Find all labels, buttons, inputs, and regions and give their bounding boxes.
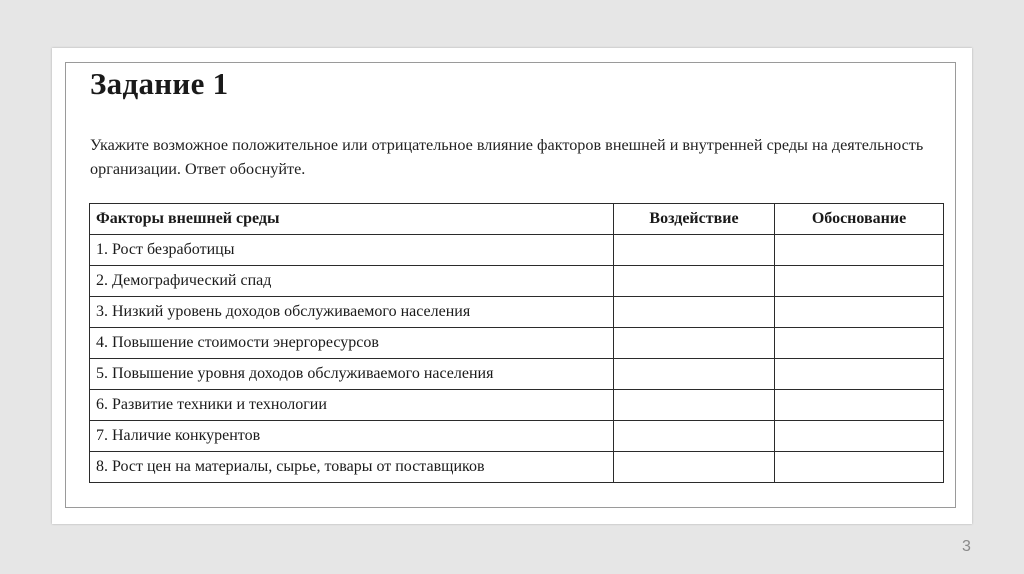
effect-cell xyxy=(614,390,775,421)
table-row xyxy=(90,452,944,483)
reason-cell xyxy=(775,421,944,452)
effect-cell xyxy=(614,297,775,328)
reason-cell xyxy=(775,328,944,359)
reason-cell xyxy=(775,266,944,297)
table-row xyxy=(90,297,944,328)
effect-cell xyxy=(614,266,775,297)
factor-cell: 7. Наличие конкурентов xyxy=(90,421,614,452)
effect-cell xyxy=(614,359,775,390)
table-header-row xyxy=(90,204,944,235)
header-reason: Обоснование xyxy=(775,204,944,235)
factor-cell: 8. Рост цен на материалы, сырье, товары от поставщиков xyxy=(90,452,614,483)
factor-cell: 5. Повышение уровня доходов обслуживаемого населения xyxy=(90,359,614,390)
reason-cell xyxy=(775,235,944,266)
table-row xyxy=(90,390,944,421)
header-factors: Факторы внешней среды xyxy=(90,204,614,235)
table-row xyxy=(90,359,944,390)
page-number: 3 xyxy=(962,538,971,555)
header-effect: Воздействие xyxy=(614,204,775,235)
reason-cell xyxy=(775,297,944,328)
task-instruction: Укажите возможное положительное или отрицательное влияние факторов внешней и внутренней среды на деятельность организации. Ответ обоснуйте. xyxy=(90,136,924,178)
slide xyxy=(52,48,972,524)
reason-cell xyxy=(775,452,944,483)
factors-table xyxy=(89,203,944,483)
table-row xyxy=(90,421,944,452)
effect-cell xyxy=(614,421,775,452)
factor-cell: 1. Рост безработицы xyxy=(90,235,614,266)
factor-cell: 6. Развитие техники и технологии xyxy=(90,390,614,421)
reason-cell xyxy=(775,359,944,390)
table-row xyxy=(90,328,944,359)
effect-cell xyxy=(614,235,775,266)
table-row xyxy=(90,266,944,297)
effect-cell xyxy=(614,452,775,483)
table-row xyxy=(90,235,944,266)
factor-cell: 2. Демографический спад xyxy=(90,266,614,297)
slide-title: Задание 1 xyxy=(90,66,229,101)
factor-cell: 3. Низкий уровень доходов обслуживаемого населения xyxy=(90,297,614,328)
effect-cell xyxy=(614,328,775,359)
factor-cell: 4. Повышение стоимости энергоресурсов xyxy=(90,328,614,359)
reason-cell xyxy=(775,390,944,421)
